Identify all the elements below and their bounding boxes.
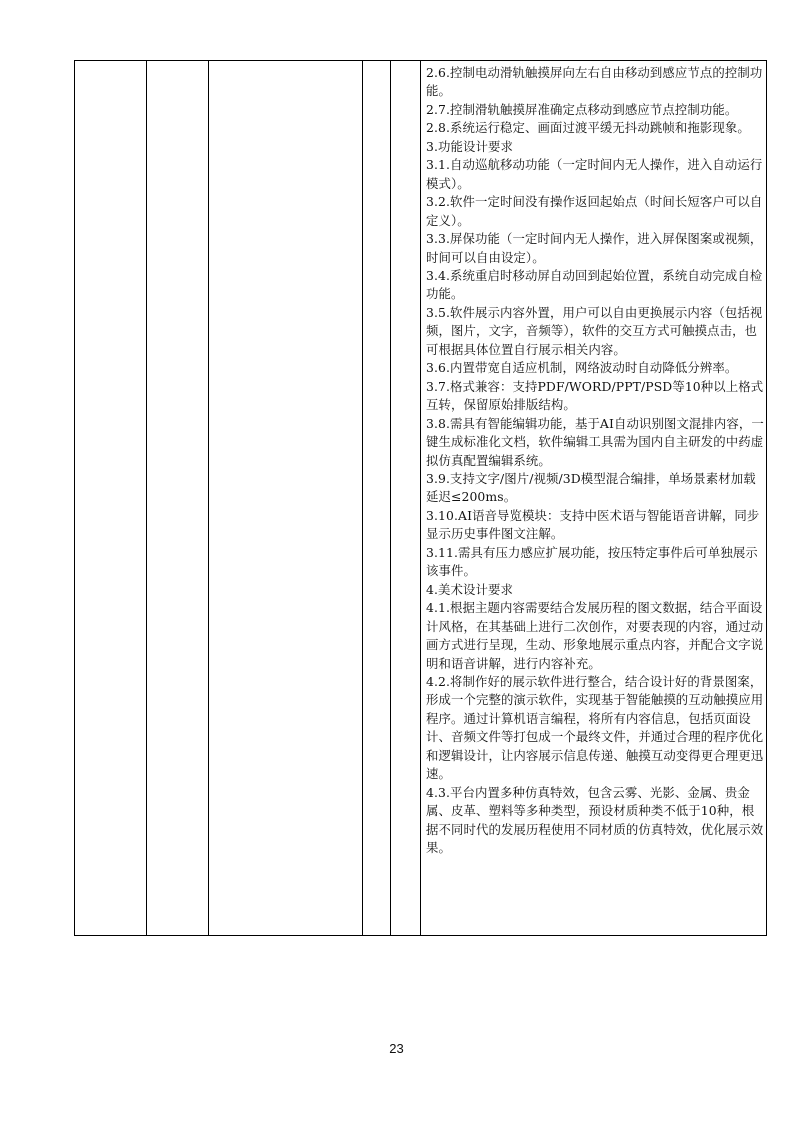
paragraph: 4.3.平台内置多种仿真特效，包含云雾、光影、金属、贵金属、皮革、塑料等多种类型，预设材质种类不低于10种，根据不同时代的发展历程使用不同材质的仿真特效，优化展示效果。 <box>426 784 764 856</box>
paragraph: 3.9.支持文字/图片/视频/3D模型混合编排，单场景素材加载延迟≤200ms。 <box>426 470 756 505</box>
paragraph: 3.11.需具有压力感应扩展功能，按压特定事件后可单独展示该事件。 <box>426 544 758 579</box>
page-number: 23 <box>389 1041 404 1056</box>
table-column-divider <box>74 60 75 936</box>
table-column-divider <box>146 60 147 936</box>
section-heading: 3.功能设计要求 <box>426 138 513 154</box>
paragraph: 3.3.屏保功能（一定时间内无人操作，进入屏保图案或视频，时间可以自由设定）。 <box>426 231 763 265</box>
paragraph: 4.2.将制作好的展示软件进行整合，结合设计好的背景图案，形成一个完整的演示软件，实现基于智能触摸的互动触摸应用程序。通过计算机语言编程，将所有内容信息，包括页面设计、音频文件等打包成一个最终文件，并通过合理的程序优化和逻辑设计，让内容展示信息传递、触摸互动变得更合理更迅速。 <box>426 673 764 782</box>
paragraph: 3.6.内置带宽自适应机制，网络波动时自动降低分辨率。 <box>426 360 738 376</box>
table-column-divider <box>390 60 391 936</box>
paragraph: 3.8.需具有智能编辑功能，基于AI自动识别图文混排内容，一键生成标准化文档，软件编辑工具需为国内自主研发的中药虚拟仿真配置编辑系统。 <box>426 415 764 468</box>
paragraph: 4.1.根据主题内容需要结合发展历程的图文数据，结合平面设计风格，在其基础上进行二次创作，对要表现的内容，通过动画方式进行呈现，生动、形象地展示重点内容，并配合文字说明和语音讲解，进行内容补充。 <box>426 600 764 671</box>
table-column-divider <box>420 60 421 936</box>
paragraph: 3.7.格式兼容：支持PDF/WORD/PPT/PSD等10种以上格式互转，保留原始排版结构。 <box>426 378 764 413</box>
paragraph: 3.5.软件展示内容外置，用户可以自由更换展示内容（包括视频，图片，文字，音频等），软件的交互方式可触摸点击，也可根据具体位置自行展示相关内容。 <box>426 304 763 357</box>
table-column-divider <box>766 60 767 936</box>
paragraph: 2.6.控制电动滑轨触摸屏向左右自由移动到感应节点的控制功能。 <box>426 65 763 99</box>
paragraph: 2.7.控制滑轨触摸屏准确定点移动到感应节点控制功能。 <box>426 101 738 117</box>
paragraph: 2.8.系统运行稳定、画面过渡平缓无抖动跳帧和拖影现象。 <box>426 120 750 136</box>
paragraph: 3.10.AI语音导览模块：支持中医术语与智能语音讲解，同步显示历史事件图文注解。 <box>426 507 760 542</box>
table-column-divider <box>362 60 363 936</box>
paragraph: 3.2.软件一定时间没有操作返回起始点（时间长短客户可以自定义）。 <box>426 194 763 228</box>
section-heading: 4.美术设计要求 <box>426 581 513 597</box>
paragraph: 3.1.自动巡航移动功能（一定时间内无人操作，进入自动运行模式）。 <box>426 157 763 191</box>
table-column-divider <box>208 60 209 936</box>
requirements-cell <box>426 64 764 857</box>
paragraph: 3.4.系统重启时移动屏自动回到起始位置，系统自动完成自检功能。 <box>426 267 763 302</box>
